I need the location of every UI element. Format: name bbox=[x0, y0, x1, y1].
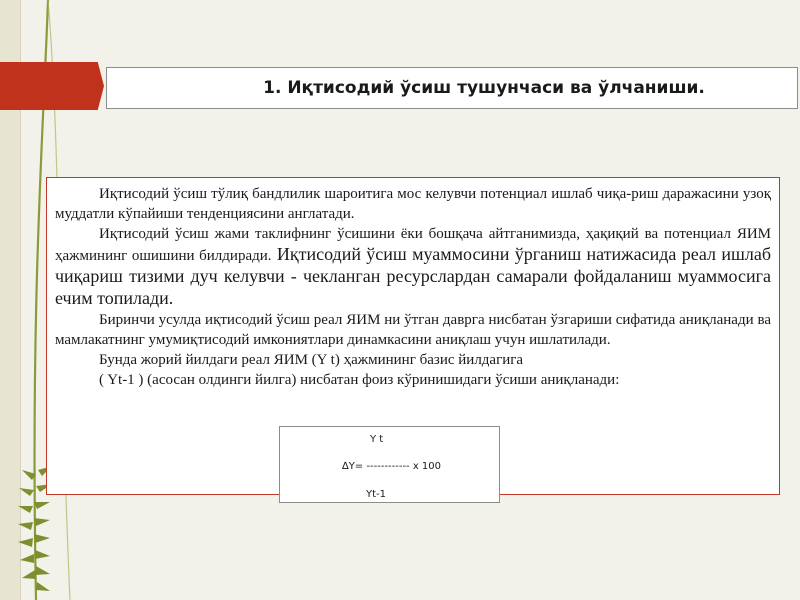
paragraph-2-part-b: Иқтисодий ўсиш муаммосини ўрганиш натижасида реал ишлаб чиқариш тизими дуч келувчи - чекланган ресурслардан самарали фойдаланиш муаммосига ечим топилади. bbox=[55, 244, 771, 308]
paragraph-1: Иқтисодий ўсиш тўлиқ бандлилик шароитига мос келувчи потенциал ишлаб чиқа-риш даражасини узоқ муддатли кўпайиши тенденциясини англатади. bbox=[55, 186, 771, 222]
title-box bbox=[106, 67, 798, 109]
paragraph-3: Биринчи усулда иқтисодий ўсиш реал ЯИМ ни ўтган даврга нисбатан ўзгариши сифатида аниқланади ва мамлакатнинг умумиқтисодий имкониятлари динамкасини аниқлаш учун ишлатилади. bbox=[55, 312, 771, 348]
paragraph-5: ( Yt-1 ) (асосан олдинги йилга) нисбатан фоиз кўринишидаги ўсиши аниқланади: bbox=[99, 372, 620, 388]
page-title: 1. Иқтисодий ўсиш тушунчаси ва ўлчаниши. bbox=[263, 78, 705, 98]
paragraph-4: Бунда жорий йилдаги реал ЯИМ (Y t) ҳажмининг базис йилдагига bbox=[99, 352, 524, 368]
paragraph-2 bbox=[55, 224, 771, 310]
paragraph-2-part-a: Иқтисодий ўсиш жами таклифнинг ўсишини ёки бошқача айтганимизда, ҳақиқий ва потенциал ЯИМ ҳажмининг ошишини билдиради. bbox=[55, 226, 771, 264]
formula-box bbox=[279, 426, 500, 503]
title-accent-tab bbox=[0, 62, 104, 110]
formula-equation: ∆Y= ------------ x 100 bbox=[342, 461, 442, 472]
formula-numerator: Y t bbox=[370, 434, 384, 445]
formula-denominator: Yt-1 bbox=[366, 489, 386, 500]
